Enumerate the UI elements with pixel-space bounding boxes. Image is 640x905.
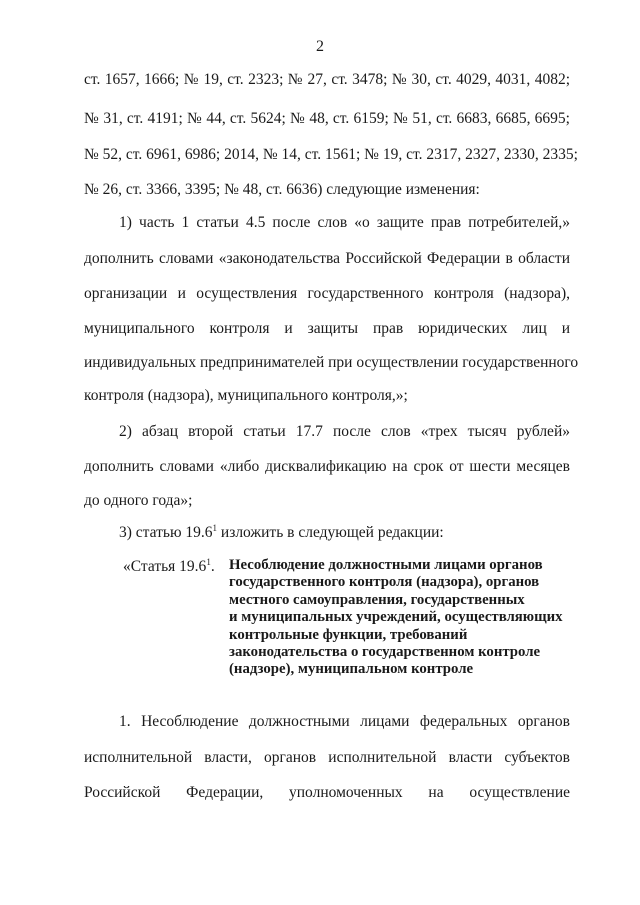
text-line: исполнительной власти, органов исполнительной власти субъектов — [84, 749, 570, 766]
article-label-prefix: «Статья 19.6 — [123, 558, 207, 575]
text-line: 1) часть 1 статьи 4.5 после слов «о защите прав потребителей,» — [119, 214, 570, 231]
text-line: организации и осуществления государственного контроля (надзора), — [84, 285, 570, 302]
text-line: 2) абзац второй статьи 17.7 после слов «трех тысяч рублей» — [119, 423, 570, 440]
text-line: дополнить словами «законодательства Российской Федерации в области — [84, 250, 570, 267]
text-line: Российской Федерации, уполномоченных на осуществление — [84, 784, 570, 801]
text-line: индивидуальных предпринимателей при осуществлении государственного — [84, 354, 579, 371]
text-line: контроля (надзора), муниципального контроля,»; — [84, 387, 408, 404]
item-3-text: изложить в следующей редакции: — [220, 524, 444, 541]
text-line: № 26, ст. 3366, 3395; № 48, ст. 6636) следующие изменения: — [84, 181, 480, 198]
article-title-line: Несоблюдение должностными лицами органов — [229, 557, 543, 573]
article-title-line: государственного контроля (надзора), органов — [229, 574, 540, 591]
superscript: 1 — [212, 522, 218, 533]
text-line: дополнить словами «либо дисквалификацию на срок от шести месяцев — [84, 458, 570, 475]
article-title-line: контрольные функции, требований — [229, 626, 468, 643]
article-title — [229, 557, 563, 679]
article-superscript: 1 — [206, 556, 211, 567]
item-3-line — [119, 524, 570, 542]
article-title-line: (надзоре), муниципальном контроле — [229, 661, 474, 678]
article-title-line: законодательства о государственном контроле — [229, 644, 541, 661]
text-line: до одного года»; — [84, 492, 193, 509]
article-label-suffix: . — [210, 558, 215, 575]
text-line: № 52, ст. 6961, 6986; 2014, № 14, ст. 1561; № 19, ст. 2317, 2327, 2330, 2335; — [84, 146, 578, 163]
text-line: № 31, ст. 4191; № 44, ст. 5624; № 48, ст. 6159; № 51, ст. 6683, 6685, 6695; — [84, 110, 570, 127]
text-line: 1. Несоблюдение должностными лицами федеральных органов — [119, 713, 570, 730]
article-title-line: и муниципальных учреждений, осуществляющих — [229, 609, 563, 626]
page-number: 2 — [316, 38, 324, 55]
text-line: муниципального контроля и защиты прав юридических лиц и — [84, 320, 570, 337]
article-label — [123, 558, 215, 576]
text-line: ст. 1657, 1666; № 19, ст. 2323; № 27, ст. 3478; № 30, ст. 4029, 4031, 4082; — [84, 71, 570, 88]
article-title-line: местного самоуправления, государственных — [229, 591, 525, 608]
item-3-prefix: 3) статью 19.6 — [119, 524, 213, 541]
